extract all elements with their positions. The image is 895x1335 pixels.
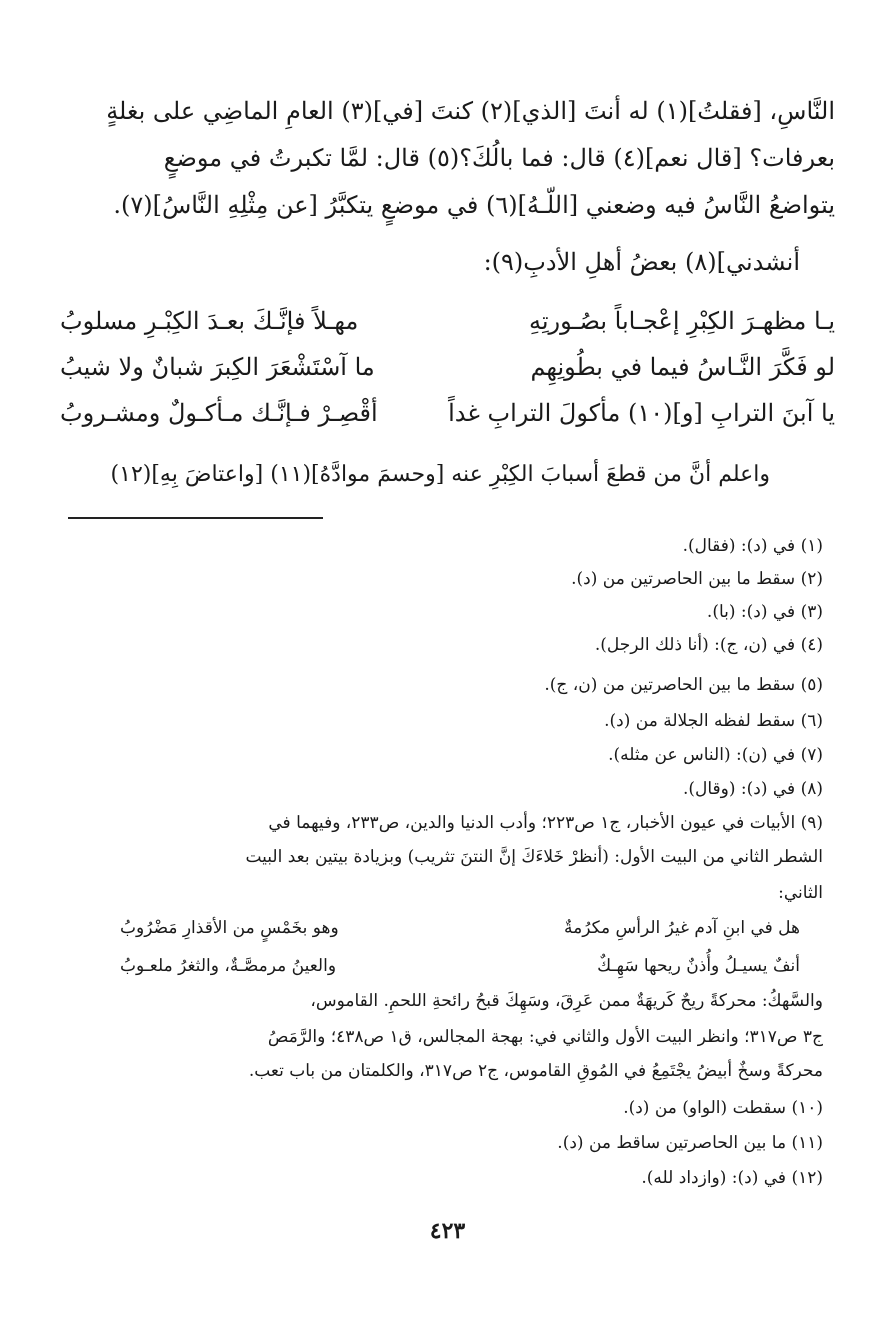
footnote-9-line-6: محركةً وسخٌ أبيضُ يجْتَمِعُ في المُوقِ القاموس، ج٢ ص٣١٧، والكلمتان من باب تعب. (248, 1061, 823, 1081)
poem-verse-1 (60, 304, 835, 338)
verse-first-hemistich: هل في ابنِ آدم غيرُ الرأسِ مكرُمةٌ (563, 918, 800, 938)
footnote-5: (٥) سقط ما بين الحاصرتين من (ن، ج). (544, 675, 823, 695)
poem-intro-line: أنشدني](٨) بعضُ أهلِ الأدبِ(٩): (483, 248, 800, 276)
footnote-7: (٧) في (ن): (الناس عن مثله). (608, 745, 823, 765)
footnote-9-verse-2 (120, 954, 800, 978)
footnote-9-line-2: الشطر الثاني من البيت الأول: (أنظرْ خَلاءَكَ إنَّ النتنَ تثريب) وبزيادة بيتين بعد البيت (245, 847, 823, 867)
footnote-1: (١) في (د): (فقال). (682, 536, 823, 556)
main-text-line-2: بعرفات؟ [قال نعم](٤) قال: فما بالُكَ؟(٥) قال: لمَّا تكبرتُ في موضعٍ (163, 144, 835, 172)
main-text-line-1: النَّاسِ، [فقلتُ](١) له أنتَ [الذي](٢) كنتَ [في](٣) العامِ الماضِي على بغلةٍ (106, 97, 835, 125)
verse-first-hemistich: يا آبنَ الترابِ [و](١٠) مأكولَ الترابِ غداً (448, 399, 835, 427)
verse-first-hemistich: أنفٌ يسيـلُ وأُذنٌ ريحها سَهِـكٌ (597, 956, 800, 976)
footnote-12: (١٢) في (د): (وازداد لله). (641, 1168, 823, 1188)
footnote-8: (٨) في (د): (وقال). (682, 779, 823, 799)
footnote-separator (68, 517, 323, 519)
footnote-9-line-4: والسَّهكُ: محركةً ريحٌ كَريهَةٌ ممن عَرِقَ، وسَهِكَ قبحُ رائحةِ اللحمِ. القاموس، (310, 991, 823, 1011)
footnote-4: (٤) في (ن، ج): (أنا ذلك الرجل). (594, 635, 823, 655)
verse-second-hemistich: وهو بخَمْسٍ من الأقذارِ مَضْرُوبُ (120, 918, 339, 938)
closing-text-line: واعلم أنَّ من قطعَ أسبابَ الكِبْرِ عنه [وحسمَ موادَّهُ](١١) [واعتاضَ بِهِ](١٢) (110, 462, 770, 487)
footnote-3: (٣) في (د): (با). (706, 602, 823, 622)
main-text-line-3: يتواضعُ النَّاسُ فيه وضعني [اللّـهُ](٦) في موضعٍ يتكبَّرُ [عن مِثْلِهِ النَّاسُ](٧). (113, 191, 835, 219)
footnote-9-verse-1 (120, 916, 800, 940)
verse-second-hemistich: والعينُ مرمصَّـةٌ، والثغرُ ملعـوبُ (120, 956, 337, 976)
verse-second-hemistich: مهـلاً فإنَّـكَ بعـدَ الكِبْـرِ مسلوبُ (60, 307, 359, 335)
footnote-10: (١٠) سقطت (الواو) من (د). (623, 1098, 823, 1118)
footnote-2: (٢) سقط ما بين الحاصرتين من (د). (571, 569, 823, 589)
verse-first-hemistich: يـا مظهـرَ الكِبْرِ إعْجـاباً بصُـورتِهِ (528, 307, 835, 335)
footnote-6: (٦) سقط لفظه الجلالة من (د). (604, 711, 823, 731)
footnote-9-line-3: الثاني: (778, 883, 823, 903)
footnote-11: (١١) ما بين الحاصرتين ساقط من (د). (557, 1133, 823, 1153)
footnote-9-line-1: (٩) الأبيات في عيون الأخبار، ج١ ص٢٢٣؛ وأدب الدنيا والدين، ص٢٣٣، وفيهما في (268, 813, 823, 833)
poem-verse-2 (60, 350, 835, 384)
poem-verse-3 (60, 396, 835, 430)
verse-second-hemistich: ما آسْتَشْعَرَ الكِبرَ شبانٌ ولا شيبُ (60, 353, 375, 381)
page-number: ٤٢٣ (429, 1218, 466, 1244)
verse-first-hemistich: لو فَكَّرَ النَّـاسُ فيما في بطُونِهِم (530, 353, 835, 381)
footnote-9-line-5: ج٣ ص٣١٧؛ وانظر البيت الأول والثاني في: بهجة المجالس، ق١ ص٤٣٨؛ والرَّمَصُ (267, 1027, 823, 1047)
verse-second-hemistich: أقْصِـرْ فـإنَّـك مـأكـولٌ ومشـروبُ (60, 399, 378, 427)
